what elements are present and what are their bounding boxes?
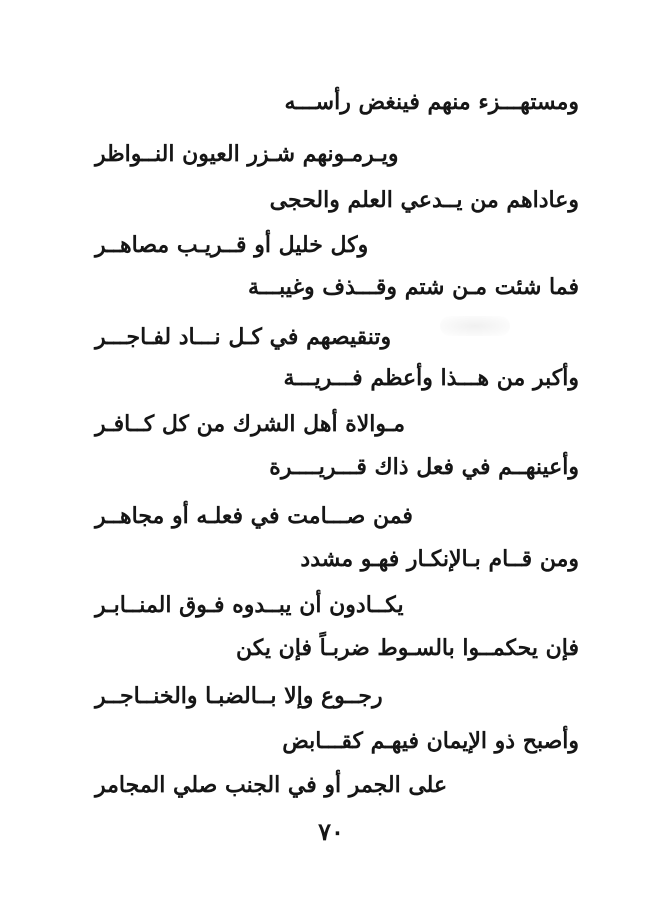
verse-line-4: وكل خليل أو قــريـب مصاهــر (95, 232, 369, 258)
verse-line-14: رجــوع وإلا بــالضبـا والخنــاجــر (95, 683, 383, 709)
page-number: ٧٠ (318, 817, 344, 846)
verse-line-11: ومن قــام بـالإنكـار فهـو مشدد (300, 546, 579, 572)
verse-line-13: فإن يحكمــوا بالسـوط ضربـاً فإن يكن (235, 635, 579, 661)
verse-line-3: وعاداهم من يــدعي العلم والحجى (269, 187, 579, 213)
verse-line-1: ومستهـــزء منهم فينغض رأســـه (284, 89, 579, 115)
verse-line-9: وأعينهــم في فعل ذاك قـــريــــرة (269, 454, 579, 480)
verse-line-16: على الجمر أو في الجنب صلي المجامر (95, 772, 448, 798)
verse-line-7: وأكبر من هـــذا وأعظم فـــريـــة (283, 365, 579, 391)
verse-line-15: وأصبح ذو الإيمان فيهـم كقـــابض (282, 728, 579, 754)
ink-smudge (440, 316, 510, 336)
verse-line-10: فمن صـــامت في فعلـه أو مجاهــر (95, 503, 413, 529)
verse-line-6: وتنقيصهم في كـل نـــاد لفـاجـــر (95, 324, 392, 350)
verse-line-5: فما شئت مـن شتم وقـــذف وغيبـــة (248, 274, 579, 300)
verse-line-2: ويـرمـونهم شـزر العيون النــواظر (95, 141, 399, 167)
verse-line-8: مـوالاة أهل الشرك من كل كــافـر (95, 411, 405, 437)
verse-line-12: يكــادون أن يبــدوه فـوق المنــابـر (95, 592, 404, 618)
